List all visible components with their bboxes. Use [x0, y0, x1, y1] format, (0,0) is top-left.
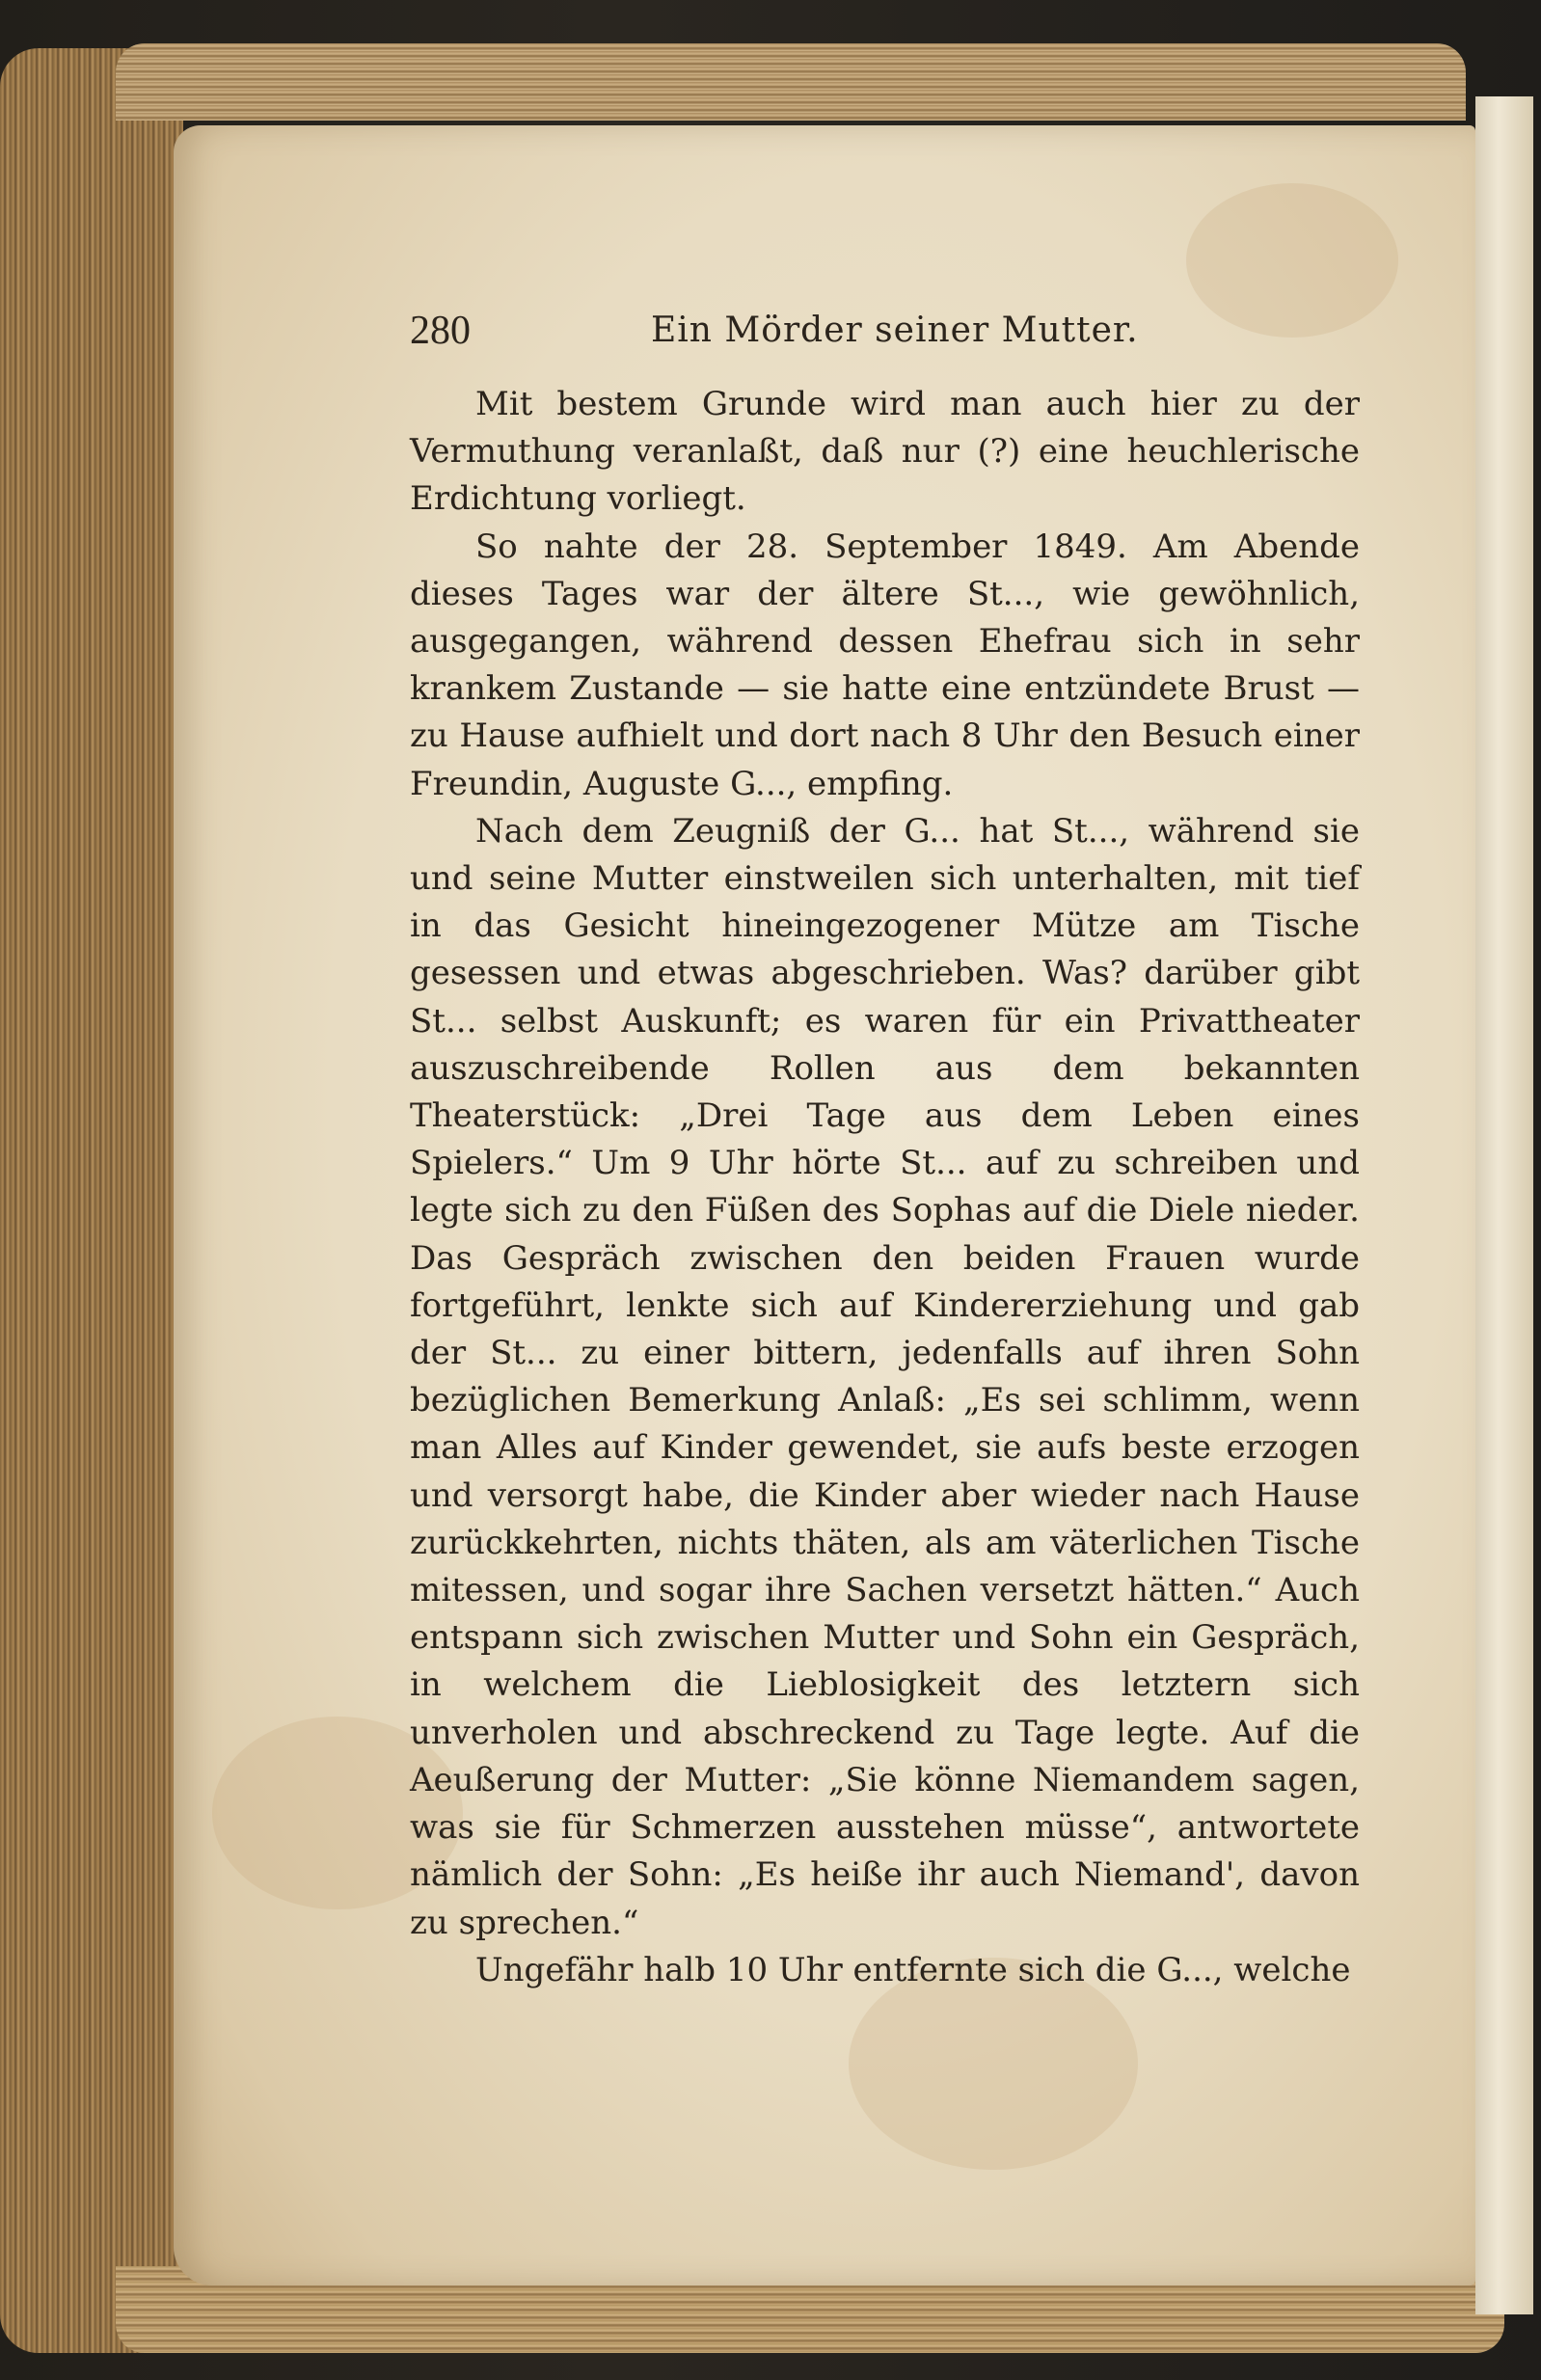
facing-page-edge [1475, 96, 1533, 2314]
page-block-top-edge [116, 43, 1466, 121]
page-block-left-edge [0, 48, 183, 2353]
paragraph: Nach dem Zeugniß der G... hat St..., während sie und seine Mutter einstweilen sich unterhalten, mit tief in das Gesicht hineingezogener Mütze am Tische gesessen und etwas abgeschrieben. Was? darüber gibt St... selbst Auskunft; es waren für ein Privattheater auszuschreibende Rollen aus dem bekannten Theaterstück: „Drei Tage aus dem Leben eines Spielers.“ Um 9 Uhr hörte St... auf zu schreiben und legte sich zu den Füßen des Sophas auf die Diele nieder. Das Gespräch zwischen den beiden Frauen wurde fortgeführt, lenkte sich auf Kindererziehung und gab der St... zu einer bittern, jedenfalls auf ihren Sohn bezüglichen Bemerkung Anlaß: „Es sei schlimm, wenn man Alles auf Kinder gewendet, sie aufs beste erzogen und versorgt habe, die Kinder aber wieder nach Hause zurückkehrten, nichts thäten, als am väterlichen Tische mitessen, und sogar ihre Sachen versetzt hätten.“ Auch entspann sich zwischen Mutter und Sohn ein Gespräch, in welchem die Lieblosigkeit des letztern sich unverholen und abschreckend zu Tage legte. Auf die Aeußerung der Mutter: „Sie könne Niemandem sagen, was sie für Schmerzen ausstehen müsse“, antwortete nämlich der Sohn: „Es heiße ihr auch Niemand', davon zu sprechen.“ [410, 811, 1360, 1942]
paragraph: So nahte der 28. September 1849. Am Abende dieses Tages war der ältere St..., wie gewöhnlich, ausgegangen, während dessen Ehefrau sich in sehr krankem Zustande — sie hatte eine entzündete Brust — zu Hause aufhielt und dort nach 8 Uhr den Besuch einer Freundin, Auguste G..., empfing. [410, 527, 1360, 803]
page-header [410, 307, 1374, 355]
body-text [410, 381, 1360, 1994]
paragraph: Ungefähr halb 10 Uhr entfernte sich die G..., welche [475, 1950, 1351, 1989]
running-title: Ein Mörder seiner Mutter. [651, 311, 1139, 350]
paragraph: Mit bestem Grunde wird man auch hier zu der Vermuthung veranlaßt, daß nur (?) eine heuchlerische Erdichtung vorliegt. [410, 385, 1360, 519]
page-number: 280 [410, 309, 471, 353]
